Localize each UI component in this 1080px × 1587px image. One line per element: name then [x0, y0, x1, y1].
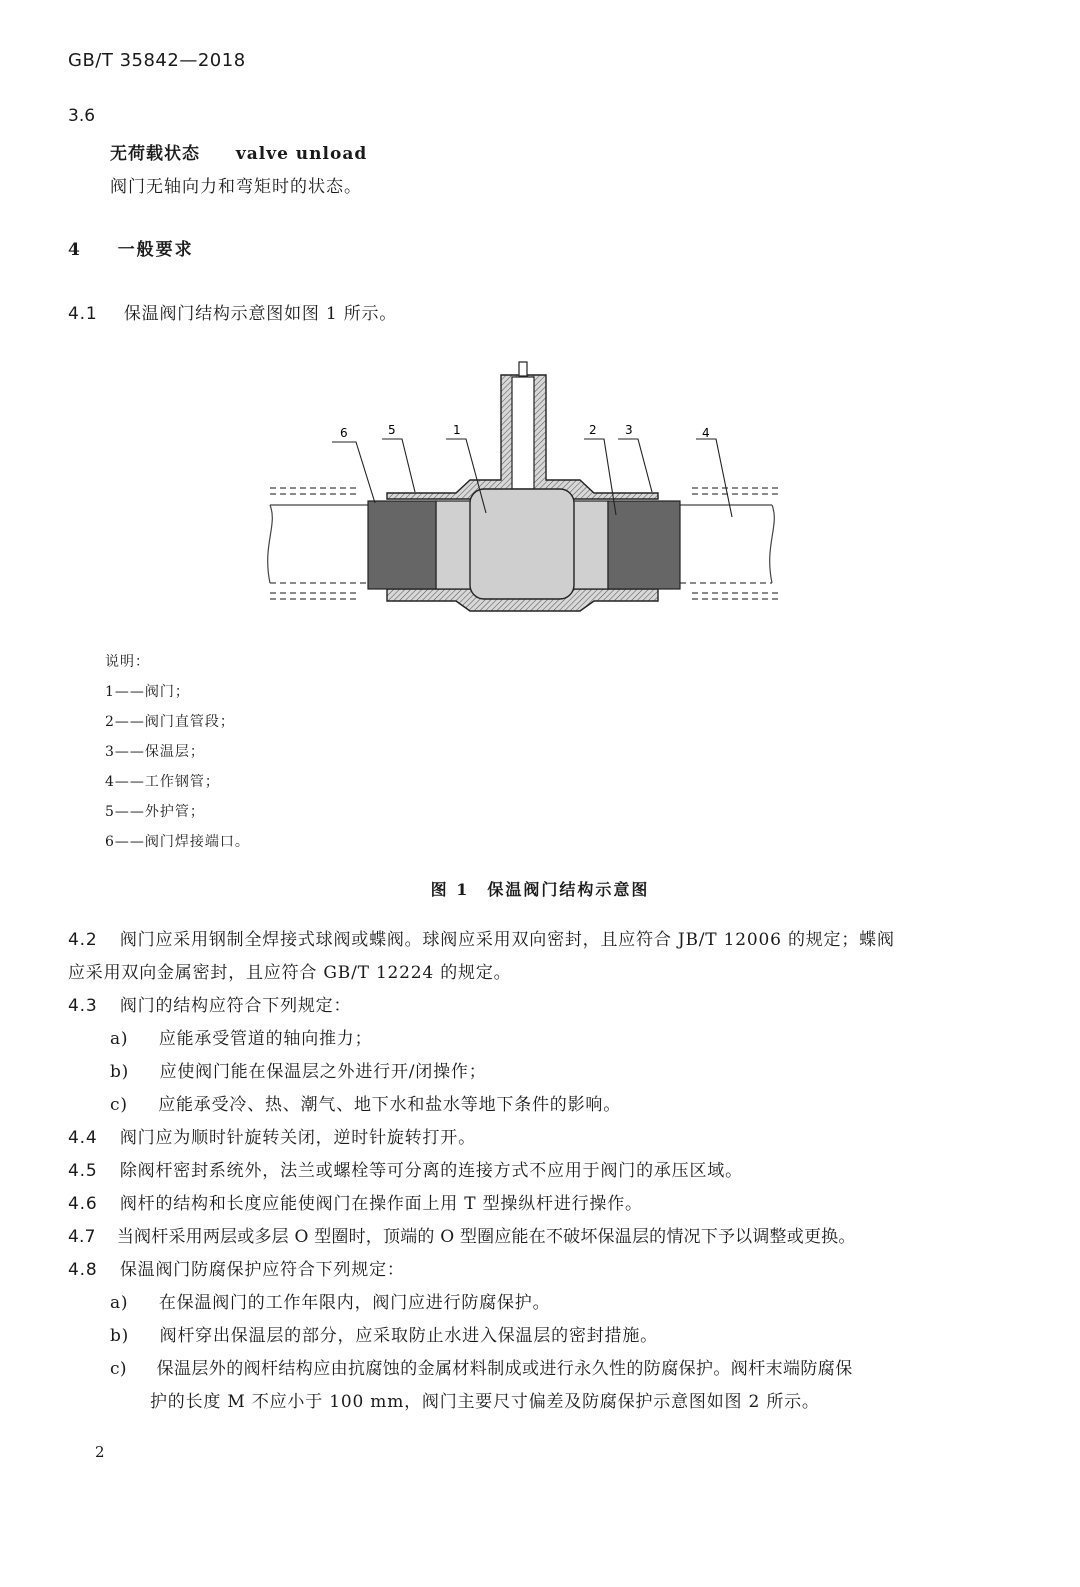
clause-number: 4.5: [68, 1161, 98, 1181]
valve-straight-section-right: [572, 501, 608, 589]
clause-number: 4.7: [68, 1227, 96, 1247]
clause-number: 4.2: [68, 930, 98, 950]
legend-item: 3——保温层；: [105, 744, 205, 760]
clause-4-3: [68, 991, 351, 1016]
clause-4-1: [68, 299, 397, 324]
legend-item: 2——阀门直管段；: [105, 714, 235, 730]
clause-text: 保温阀门结构示意图如图 1 所示。: [123, 304, 398, 324]
page-number: 2: [95, 1443, 105, 1461]
clause-number: 4.3: [68, 996, 98, 1016]
clause-number: 4.6: [68, 1194, 98, 1214]
list-text: 应能承受冷、热、潮气、地下水和盐水等地下条件的影响。: [158, 1095, 622, 1115]
clause-number: 4.1: [68, 304, 98, 324]
list-text: 在保温阀门的工作年限内，阀门应进行防腐保护。: [158, 1293, 551, 1313]
list-label: c): [110, 1359, 127, 1379]
clause-text: 阀门的结构应符合下列规定：: [119, 996, 352, 1016]
clause-4-5: [68, 1156, 743, 1181]
legend-item: 4——工作钢管；: [105, 774, 220, 790]
clause-text: 阀门应采用钢制全焊接式球阀或蝶阀。球阀应采用双向密封，且应符合 JB/T 12006 的规定；蝶阀: [119, 930, 895, 950]
list-item: [110, 1321, 658, 1346]
list-text: 应使阀门能在保温层之外进行开/闭操作；: [159, 1062, 487, 1082]
figure-caption: 图 1 保温阀门结构示意图: [430, 880, 650, 899]
clause-4-2: [68, 925, 895, 950]
insulation-block-left: [368, 501, 436, 589]
list-item: [110, 1057, 487, 1082]
list-text: 应能承受管道的轴向推力；: [158, 1029, 373, 1049]
list-item: [110, 1288, 550, 1313]
working-pipe-left: [268, 488, 368, 599]
valve-structure-diagram: [260, 355, 800, 615]
part-label-3: 3: [625, 423, 633, 437]
valve-stem-top: [519, 362, 527, 376]
list-label: c): [110, 1095, 128, 1115]
standard-number: GB/T 35842—2018: [68, 50, 246, 71]
clause-number: 4.4: [68, 1128, 98, 1148]
section-number: 4: [68, 240, 82, 260]
term-zh: 无荷载状态: [110, 144, 200, 164]
section-title: 一般要求: [117, 240, 194, 260]
clause-4-7: [68, 1222, 856, 1247]
valve-straight-section-left: [436, 501, 472, 589]
clause-4-6: [68, 1189, 643, 1214]
part-label-1: 1: [453, 423, 461, 437]
clause-4-4: [68, 1123, 476, 1148]
term-heading: [110, 139, 367, 164]
list-item: [110, 1354, 853, 1379]
legend-title: 说明：: [105, 654, 150, 670]
clause-4-2-cont: 应采用双向金属密封，且应符合 GB/T 12224 的规定。: [68, 963, 512, 983]
clause-number-3-6: 3.6: [68, 106, 96, 126]
insulation-block-right: [608, 501, 680, 589]
list-text: 阀杆穿出保温层的部分，应采取防止水进入保温层的密封措施。: [159, 1326, 658, 1346]
list-text: 保温层外的阀杆结构应由抗腐蚀的金属材料制成或进行永久性的防腐保护。阀杆末端防腐保: [156, 1359, 853, 1379]
part-label-4: 4: [702, 426, 710, 440]
part-label-6: 6: [340, 426, 348, 440]
part-label-5: 5: [388, 423, 396, 437]
clause-text: 阀杆的结构和长度应能使阀门在操作面上用 T 型操纵杆进行操作。: [119, 1194, 643, 1214]
valve-stem: [512, 377, 534, 489]
legend-item: 6——阀门焊接端口。: [105, 834, 250, 850]
list-label: a): [110, 1293, 129, 1313]
section-heading-4: [68, 235, 194, 260]
term-en: valve unload: [235, 144, 368, 164]
clause-4-8: [68, 1255, 405, 1280]
list-label: a): [110, 1029, 129, 1049]
legend-item: 5——外护管；: [105, 804, 205, 820]
clause-text: 阀门应为顺时针旋转关闭，逆时针旋转打开。: [119, 1128, 476, 1148]
legend-item: 1——阀门；: [105, 684, 190, 700]
list-label: b): [110, 1326, 130, 1346]
term-definition: 阀门无轴向力和弯矩时的状态。: [110, 177, 362, 197]
list-item: [110, 1024, 372, 1049]
list-item-continuation: 护的长度 M 不应小于 100 mm，阀门主要尺寸偏差及防腐保护示意图如图 2 所示。: [150, 1392, 820, 1412]
part-label-2: 2: [589, 423, 597, 437]
list-label: b): [110, 1062, 130, 1082]
clause-text: 除阀杆密封系统外，法兰或螺栓等可分离的连接方式不应用于阀门的承压区域。: [119, 1161, 743, 1181]
clause-text: 保温阀门防腐保护应符合下列规定：: [119, 1260, 405, 1280]
clause-number: 4.8: [68, 1260, 98, 1280]
clause-text: 当阀杆采用两层或多层 O 型圈时，顶端的 O 型圈应能在不破坏保温层的情况下予以调整或更换。: [116, 1227, 856, 1247]
valve-body: [470, 489, 574, 599]
list-item: [110, 1090, 621, 1115]
